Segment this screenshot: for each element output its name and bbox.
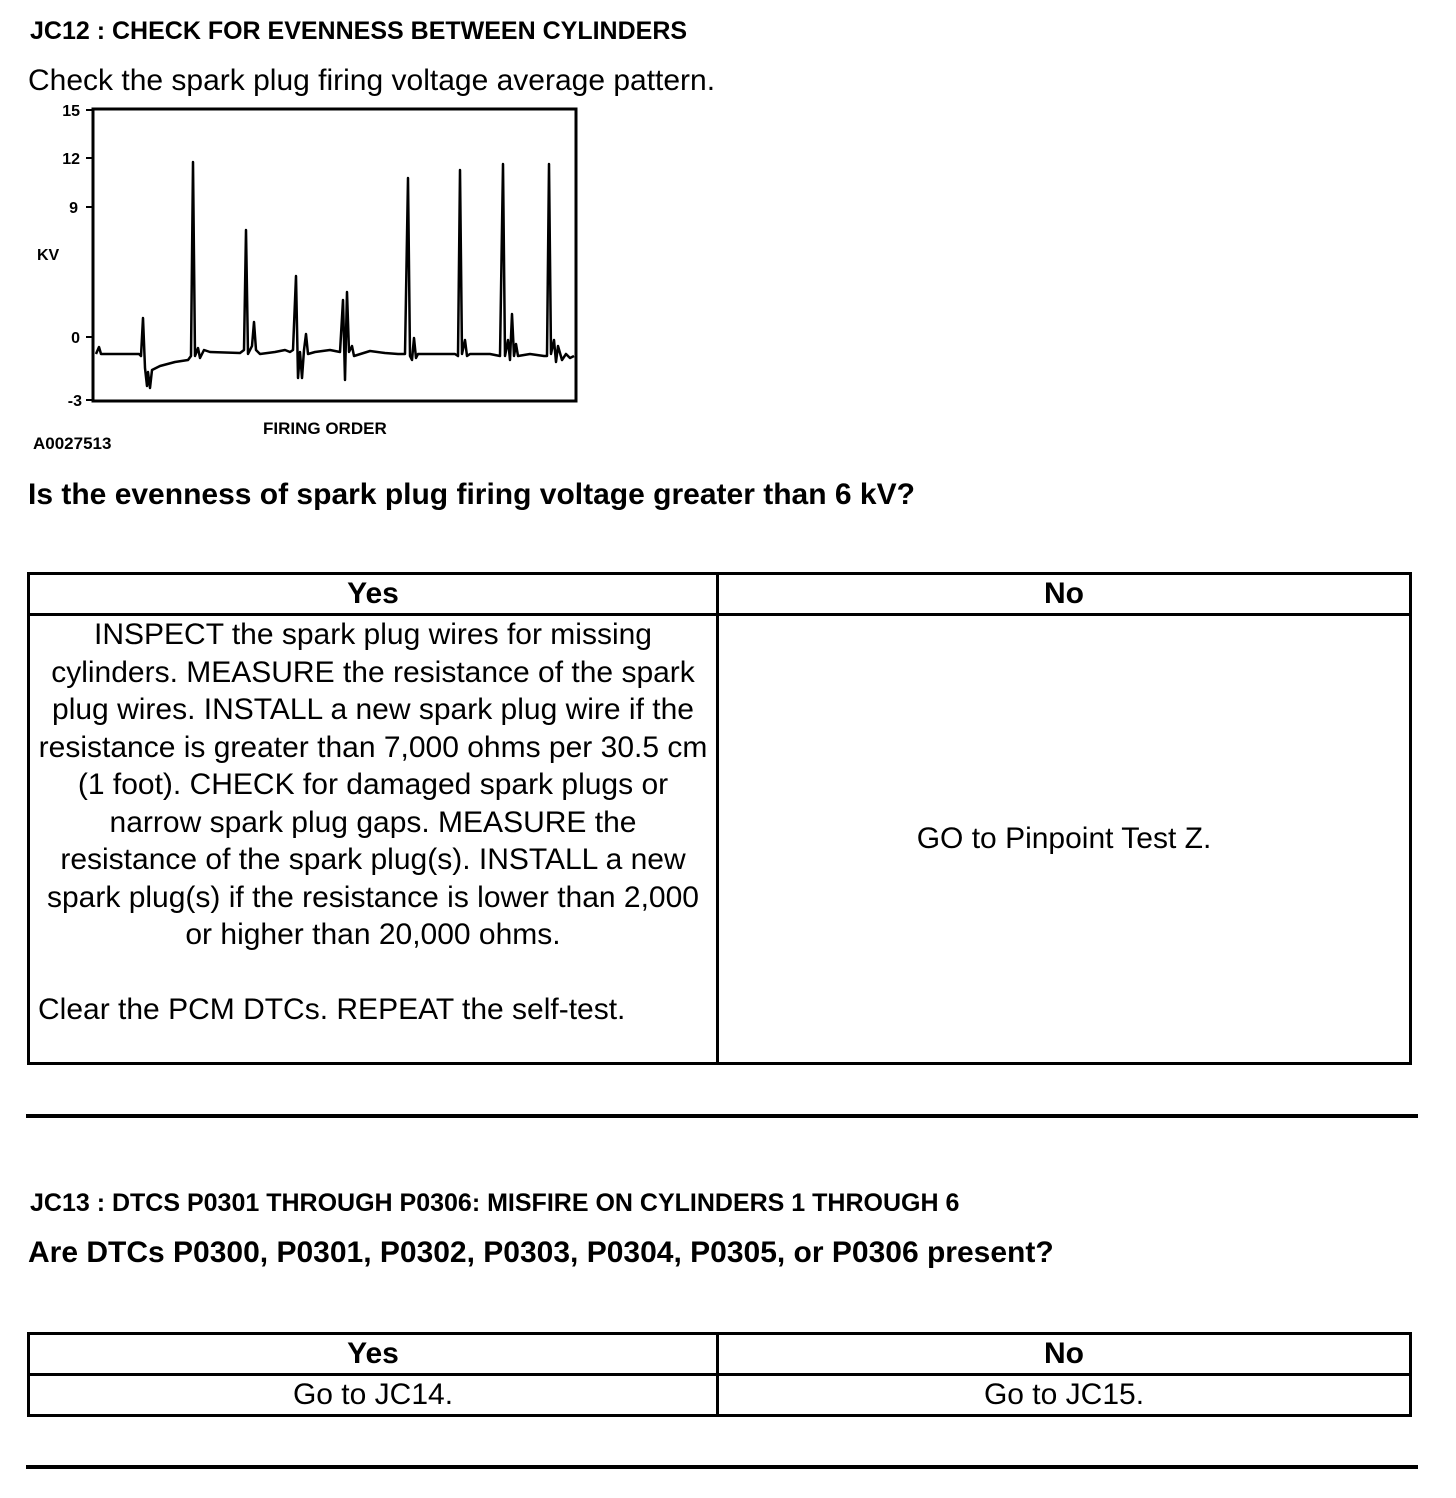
jc12-no-cell: GO to Pinpoint Test Z. [718, 615, 1411, 1064]
jc12-no-header: No [718, 574, 1411, 615]
jc13-heading: JC13 : DTCS P0301 THROUGH P0306: MISFIRE ON CYLINDERS 1 THROUGH 6 [30, 1189, 960, 1217]
x-axis-label-firing-order: FIRING ORDER [263, 419, 387, 438]
y-axis-label-kv: KV [37, 247, 60, 264]
jc12-intro-text: Check the spark plug firing voltage average pattern. [28, 64, 716, 97]
section-divider-bottom [26, 1465, 1418, 1469]
table-header-row [29, 574, 1411, 615]
y-tick-label-12: 12 [62, 151, 80, 168]
jc13-question: Are DTCs P0300, P0301, P0302, P0303, P0304, P0305, or P0306 present? [28, 1236, 1054, 1269]
jc12-yes-header: Yes [29, 574, 718, 615]
y-tick-label-neg3: -3 [67, 393, 82, 410]
jc12-yes-footer: Clear the PCM DTCs. REPEAT the self-test. [38, 992, 626, 1026]
jc13-yes-header: Yes [29, 1334, 718, 1375]
jc12-yes-no-table [27, 572, 1412, 1065]
y-tick-label-0: 0 [71, 330, 80, 347]
y-tick-label-9: 9 [69, 200, 78, 217]
jc12-question: Is the evenness of spark plug firing voltage greater than 6 kV? [28, 478, 915, 511]
jc12-yes-cell [29, 615, 718, 1064]
y-tick-label-15: 15 [62, 103, 80, 120]
figure-id-label: A0027513 [33, 434, 112, 453]
table-row [29, 615, 1411, 1064]
jc13-no-cell: Go to JC15. [718, 1375, 1411, 1416]
jc12-heading: JC12 : CHECK FOR EVENNESS BETWEEN CYLINDERS [30, 17, 688, 45]
firing-voltage-waveform-figure [0, 0, 600, 460]
jc12-yes-instructions: INSPECT the spark plug wires for missing cylinders. MEASURE the resistance of the spark plug wires. INSTALL a new spark plug wire if the resistance is greater than 7,000 ohms per 30.5 cm (1 foot). CHECK for damaged spark plugs or narrow spark plug gaps. MEASURE the resistance of the spark plug(s). INSTALL a new spark plug(s) if the resistance is lower than 2,000 or higher than 20,000 ohms. [38, 618, 708, 951]
table-row [29, 1375, 1411, 1416]
jc13-yes-no-table [27, 1332, 1412, 1417]
table-header-row [29, 1334, 1411, 1375]
section-divider [26, 1114, 1418, 1118]
jc13-no-header: No [718, 1334, 1411, 1375]
jc13-yes-cell: Go to JC14. [29, 1375, 718, 1416]
